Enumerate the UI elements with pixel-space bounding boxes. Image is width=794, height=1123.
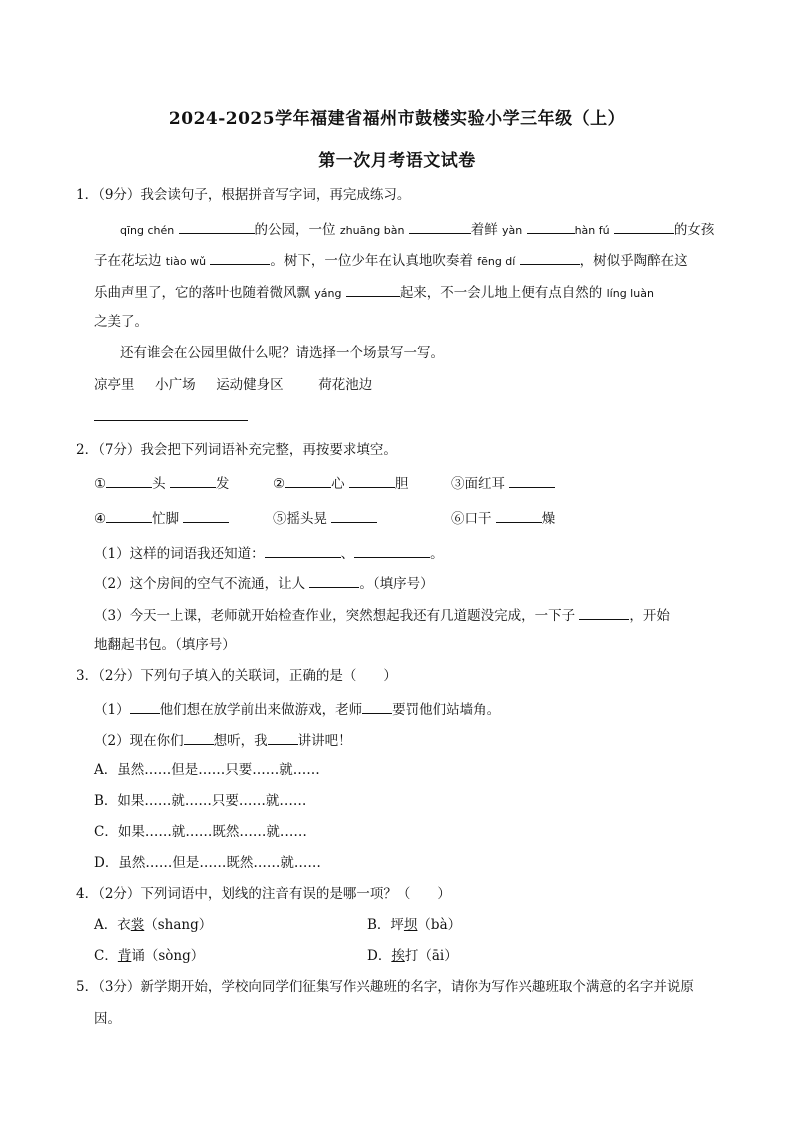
q4-option-c[interactable] [94,947,204,965]
answer-blank[interactable] [179,219,255,234]
text: ③面红耳 [451,476,505,492]
q5-prompt: 5．（3分）新学期开始，学校向同学们征集写作兴趣班的名字，请你为写作兴趣班取个满意的名字并说原 [76,979,694,995]
q3-option-d[interactable]: D．虽然……但是……既然……就…… [94,855,321,871]
answer-blank[interactable] [614,219,674,234]
q4-prompt: 4．（2分）下列词语中，划线的注音有误的是哪一项？（ ） [76,886,451,902]
text: （2）现在你们 [94,733,184,749]
q4-option-d[interactable] [367,947,458,965]
text: 想听，我 [213,733,268,749]
text: （2）这个房间的空气不流通，让人 [94,576,306,592]
answer-blank[interactable] [210,250,270,265]
q2-item-4 [94,508,229,528]
answer-blank[interactable] [268,730,298,745]
q3-option-b[interactable]: B．如果……就……只要……就…… [94,793,307,809]
answer-blank[interactable] [285,473,331,488]
answer-blank[interactable] [183,508,229,523]
text: 。（填序号） [359,576,434,592]
pinyin: yáng [314,287,342,300]
text: B．坪 [367,917,404,933]
q3-prompt: 3．（2分）下列句子填入的关联词，正确的是（ ） [76,668,397,684]
q2-item-6 [451,508,555,528]
q3-sentence-1 [94,699,500,719]
q3-sentence-2 [94,730,352,750]
answer-blank[interactable] [527,219,575,234]
text: ，树似乎陶醉在这 [579,253,688,269]
q2-item-5 [273,508,377,528]
q3-option-c[interactable]: C．如果……就……既然……就…… [94,824,307,840]
q1-sub: 还有谁会在公园里做什么呢？请选择一个场景写一写。 [120,345,444,361]
pinyin: líng luàn [606,287,654,300]
q2-prompt: 2．（7分）我会把下列词语补充完整，再按要求填空。 [76,442,397,458]
q5-prompt-cont: 因。 [94,1011,121,1027]
q2-sub-3-cont: 地翻起书包。（填序号） [94,637,236,653]
answer-blank[interactable] [520,250,580,265]
answer-blank[interactable] [184,730,214,745]
q4-option-b[interactable] [367,916,461,934]
text: A．衣 [94,917,131,933]
option-square: 小广场 [155,377,196,393]
q1-line-1 [120,219,714,240]
text: 诵（sòng） [131,948,205,964]
pinyin: zhuāng bàn [339,224,405,237]
text: 的女孩 [673,222,715,238]
q2-item-2 [273,473,408,493]
q2-sub-2 [94,573,434,593]
answer-blank[interactable] [309,573,359,588]
answer-blank[interactable] [130,699,160,714]
text: ⑤摇头晃 [273,511,327,527]
answer-blank[interactable] [579,605,629,620]
pinyin: qīng chén [120,224,175,237]
answer-blank[interactable] [265,543,341,558]
exam-subtitle: 第一次月考语文试卷 [318,151,476,171]
text: （bà） [417,917,462,933]
option-lotus-pond: 荷花池边 [318,377,373,393]
answer-blank[interactable] [331,508,377,523]
answer-blank[interactable] [496,508,542,523]
underlined-char: 坝 [403,917,418,933]
underlined-char: 挨 [391,948,405,964]
q2-item-1 [94,473,229,493]
q3-option-a[interactable]: A．虽然……但是……只要……就…… [94,762,320,778]
underlined-char: 背 [117,948,132,964]
text: 、 [340,546,355,562]
q1-line-3 [94,282,654,303]
q2-sub-3 [94,605,670,625]
q2-sub-1 [94,543,444,563]
pinyin: hàn fú [574,224,610,237]
num: ① [94,476,107,492]
pinyin: tiào wǔ [165,255,207,268]
q1-prompt: 1．（9分）我会读句子，根据拼音写字词，再完成练习。 [76,187,411,203]
text: 着鲜 [470,222,498,238]
text: （shang） [144,917,213,933]
text: 子在花坛边 [94,253,162,269]
answer-blank[interactable] [354,543,430,558]
text: 打（āi） [404,948,458,964]
text: （1）这样的词语我还知道： [94,546,265,562]
text: D． [367,948,392,964]
exam-title: 2024-2025学年福建省福州市鼓楼实验小学三年级（上） [168,109,626,129]
text: C． [94,948,118,964]
num: ② [273,476,286,492]
text: 心 [331,476,345,492]
answer-blank[interactable] [346,282,400,297]
text: 要罚他们站墙角。 [392,702,501,718]
pinyin: yàn [502,224,523,237]
text: 起来，不一会儿地上便有点自然的 [399,285,603,301]
answer-blank[interactable] [349,473,395,488]
q1-writing-line[interactable] [94,420,248,421]
text: 燥 [541,511,556,527]
text: 。 [430,546,444,562]
text: 讲讲吧！ [297,733,352,749]
text: 发 [215,476,230,492]
text: 。树下，一位少年在认真地吹奏着 [270,253,473,269]
q1-line-2 [94,250,688,271]
text: 的公园，一位 [254,222,336,238]
q1-line-4: 之美了。 [94,314,148,330]
text: ，开始 [629,608,670,624]
option-fitness-area: 运动健身区 [216,377,284,393]
answer-blank[interactable] [170,473,216,488]
answer-blank[interactable] [409,219,471,234]
q4-option-a[interactable] [94,916,212,934]
text: （3）今天一上课，老师就开始检查作业，突然想起我还有几道题没完成，一下子 [94,608,576,624]
underlined-char: 裳 [130,917,145,933]
q1-options [94,376,372,394]
option-pavilion: 凉亭里 [94,377,135,393]
text: 胆 [394,476,409,492]
text: 他们想在放学前出来做游戏，老师 [159,702,363,718]
text: 乐曲声里了，它的落叶也随着微风飘 [94,285,310,301]
num: ④ [94,511,107,527]
answer-blank[interactable] [509,473,555,488]
pinyin: fēng dí [477,255,516,268]
answer-blank[interactable] [106,473,152,488]
answer-blank[interactable] [106,508,152,523]
text: ⑥口干 [451,511,492,527]
text: 头 [152,476,166,492]
text: 忙脚 [152,511,180,527]
q2-item-3 [451,473,555,493]
answer-blank[interactable] [362,699,392,714]
text: （1） [94,702,130,718]
